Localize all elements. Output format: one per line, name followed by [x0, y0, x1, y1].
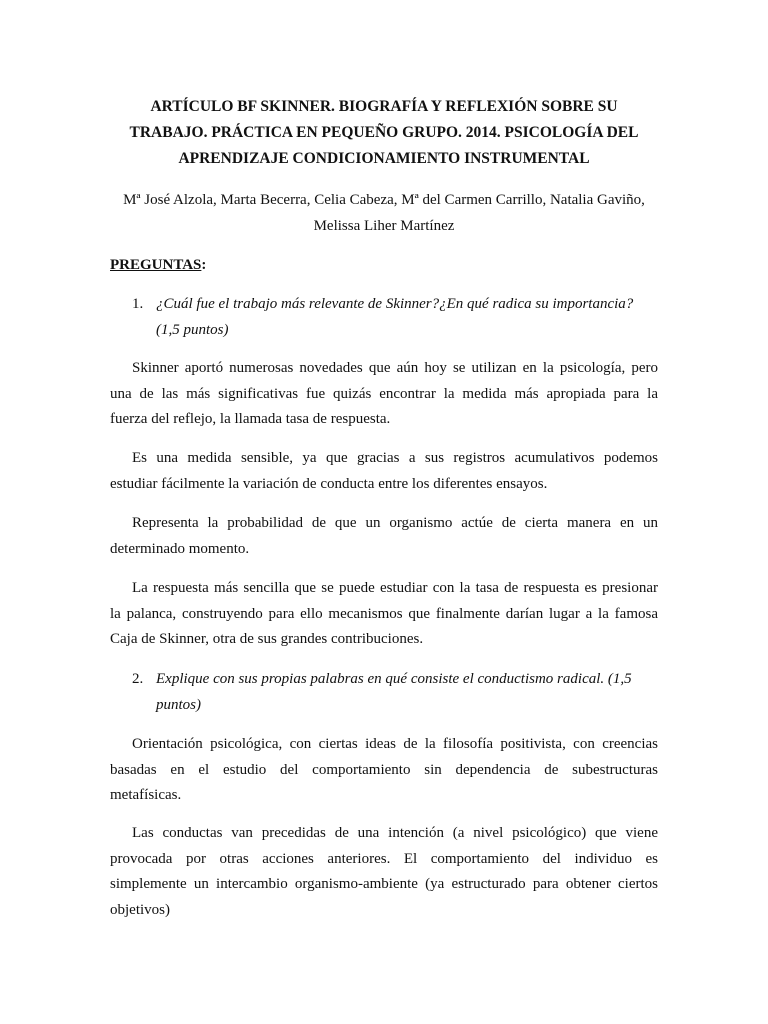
title-line-2: TRABAJO. PRÁCTICA EN PEQUEÑO GRUPO. 2014. PSICOLOGÍA DEL [129, 124, 639, 141]
answer-1-paragraph-3 [110, 511, 658, 562]
paragraph-line: Las conductas van precedidas de una intención (a nivel psicológico) que viene [132, 825, 658, 841]
paragraph-line: simplemente un intercambio organismo-ambiente (ya estructurado para obtener ciertos [110, 876, 658, 892]
question-1-number: 1. [132, 296, 144, 312]
question-2-line-2: puntos) [156, 697, 201, 713]
answer-1-paragraph-2 [110, 446, 658, 497]
title-line-1: ARTÍCULO BF SKINNER. BIOGRAFÍA Y REFLEXIÓN SOBRE SU [150, 98, 618, 115]
paragraph-line: fuerza del reflejo, la llamada tasa de respuesta. [110, 411, 391, 427]
section-heading-colon: : [201, 257, 207, 273]
answer-1-paragraph-1 [110, 356, 658, 433]
authors-line-1: Mª José Alzola, Marta Becerra, Celia Cabeza, Mª del Carmen Carrillo, Natalia Gaviño, [123, 192, 645, 208]
paragraph-line: una de las más significativas fue quizás encontrar la medida más apropiada para la [110, 385, 658, 402]
paragraph-line: Caja de Skinner, otra de sus grandes contribuciones. [110, 631, 424, 647]
title-line-3: APRENDIZAJE CONDICIONAMIENTO INSTRUMENTAL [178, 150, 590, 167]
paragraph-line: Representa la probabilidad de que un organismo actúe de cierta manera en un [132, 515, 658, 531]
section-heading [110, 252, 206, 278]
answer-2-paragraph-2 [110, 821, 658, 923]
paragraph-line: Es una medida sensible, ya que gracias a sus registros acumulativos podemos [132, 450, 658, 466]
paragraph-line: basadas en el estudio del comportamiento sin dependencia de subestructuras [110, 761, 658, 778]
question-2 [110, 666, 658, 718]
question-1-line-1: ¿Cuál fue el trabajo más relevante de Skinner?¿En qué radica su importancia? [156, 296, 634, 312]
paragraph-line: provocada por otras acciones anteriores. El comportamiento del individuo es [110, 850, 658, 867]
paragraph-line: metafísicas. [110, 787, 182, 803]
paragraph-line: Orientación psicológica, con ciertas ideas de la filosofía positivista, con creencias [132, 736, 658, 752]
paragraph-line: objetivos) [110, 901, 170, 918]
paragraph-line: La respuesta más sencilla que se puede estudiar con la tasa de respuesta es presionar [132, 580, 658, 596]
question-1 [110, 291, 658, 343]
question-2-number: 2. [132, 671, 144, 687]
question-1-line-2: (1,5 puntos) [156, 322, 229, 338]
paragraph-line: estudiar fácilmente la variación de conducta entre los diferentes ensayos. [110, 475, 548, 492]
paragraph-line: la palanca, construyendo para ello mecanismos que finalmente darían lugar a la famosa [110, 605, 658, 622]
answer-2-paragraph-1 [110, 732, 658, 809]
authors [105, 187, 663, 239]
authors-line-2: Melissa Liher Martínez [313, 218, 455, 234]
question-2-line-1: Explique con sus propias palabras en qué consiste el conductismo radical. (1,5 [156, 671, 632, 687]
paragraph-line: Skinner aportó numerosas novedades que aún hoy se utilizan en la psicología, pero [132, 360, 658, 376]
answer-1-paragraph-4 [110, 576, 658, 653]
paragraph-line: determinado momento. [110, 540, 250, 557]
document-title [110, 94, 658, 172]
section-heading-text: PREGUNTAS [110, 257, 202, 273]
